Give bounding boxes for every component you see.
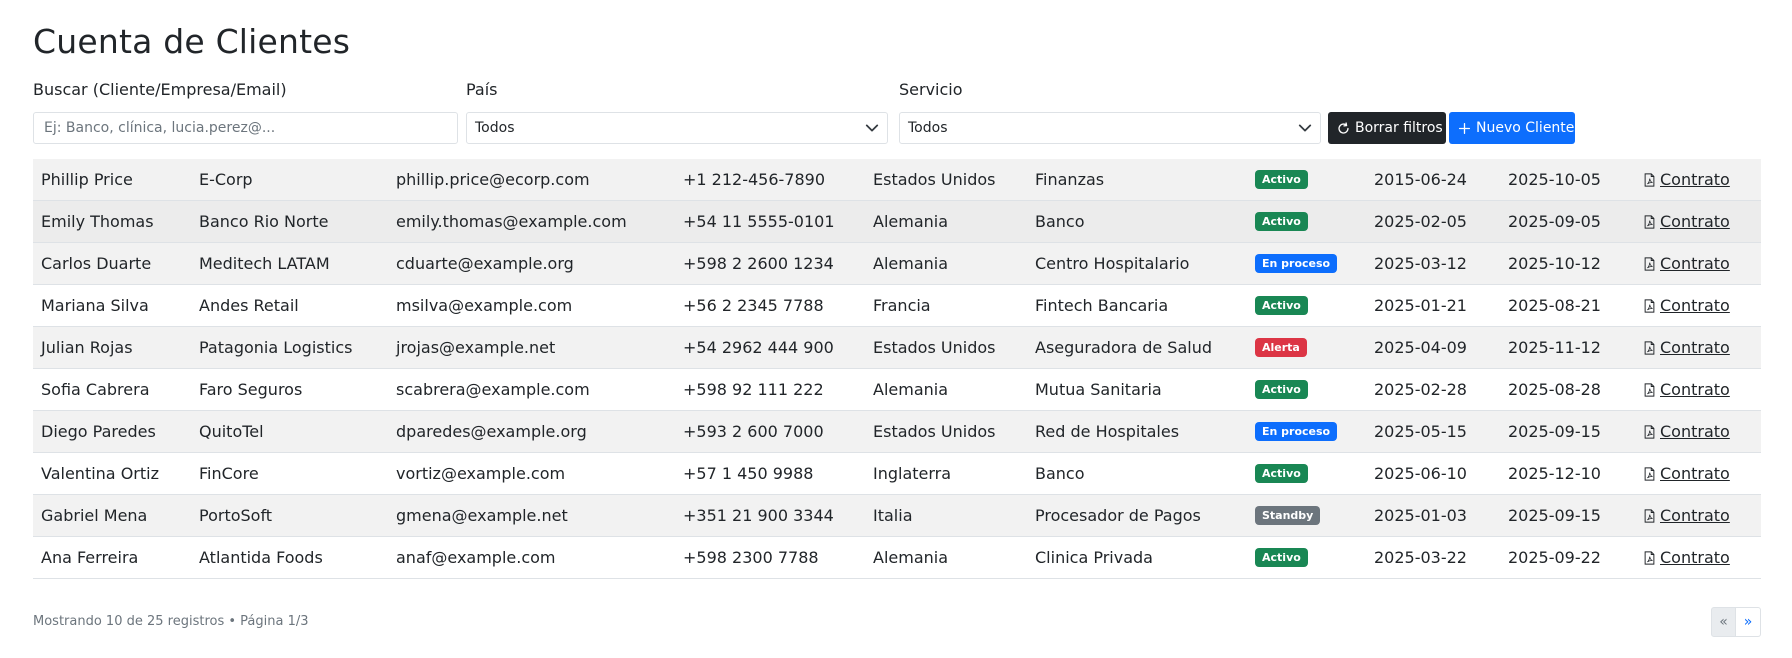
client-end-date: 2025-09-15 <box>1508 506 1601 525</box>
pagination <box>1711 607 1761 637</box>
client-email: dparedes@example.org <box>396 422 587 441</box>
client-name: Julian Rojas <box>41 338 133 357</box>
status-badge: Activo <box>1255 380 1308 399</box>
client-start-date: 2025-02-28 <box>1374 380 1467 399</box>
client-name: Mariana Silva <box>41 296 149 315</box>
client-company: FinCore <box>199 464 259 483</box>
client-company: QuitoTel <box>199 422 264 441</box>
contract-link[interactable]: Contrato <box>1660 464 1730 483</box>
client-end-date: 2025-10-12 <box>1508 254 1601 273</box>
table-row[interactable] <box>33 411 1761 453</box>
contract-cell <box>1643 369 1730 410</box>
client-company: Patagonia Logistics <box>199 338 353 357</box>
client-start-date: 2025-01-03 <box>1374 506 1467 525</box>
client-company: Faro Seguros <box>199 380 303 399</box>
client-start-date: 2025-03-12 <box>1374 254 1467 273</box>
table-row[interactable] <box>33 201 1761 243</box>
client-start-date: 2025-05-15 <box>1374 422 1467 441</box>
client-service: Fintech Bancaria <box>1035 296 1169 315</box>
client-company: Meditech LATAM <box>199 254 330 273</box>
client-start-date: 2025-03-22 <box>1374 548 1467 567</box>
client-name: Diego Paredes <box>41 422 156 441</box>
client-phone: +598 2 2600 1234 <box>683 254 834 273</box>
next-page-button[interactable]: » <box>1736 607 1761 637</box>
client-name: Sofia Cabrera <box>41 380 150 399</box>
client-email: cduarte@example.org <box>396 254 574 273</box>
client-email: emily.thomas@example.com <box>396 212 627 231</box>
client-service: Centro Hospitalario <box>1035 254 1190 273</box>
status-cell <box>1255 201 1308 242</box>
client-phone: +54 11 5555-0101 <box>683 212 835 231</box>
client-end-date: 2025-11-12 <box>1508 338 1601 357</box>
contract-link[interactable]: Contrato <box>1660 506 1730 525</box>
client-name: Gabriel Mena <box>41 506 148 525</box>
pdf-file-icon <box>1643 173 1656 187</box>
client-country: Inglaterra <box>873 464 952 483</box>
status-cell <box>1255 243 1337 284</box>
table-row[interactable] <box>33 159 1761 201</box>
table-row[interactable] <box>33 369 1761 411</box>
client-phone: +593 2 600 7000 <box>683 422 824 441</box>
service-label: Servicio <box>899 80 963 99</box>
table-row[interactable] <box>33 453 1761 495</box>
client-start-date: 2025-01-21 <box>1374 296 1467 315</box>
contract-cell <box>1643 327 1730 368</box>
pdf-file-icon <box>1643 383 1656 397</box>
status-cell <box>1255 327 1307 368</box>
status-badge: Activo <box>1255 548 1308 567</box>
contract-cell <box>1643 411 1730 452</box>
table-row[interactable] <box>33 495 1761 537</box>
contract-cell <box>1643 537 1730 578</box>
client-company: Atlantida Foods <box>199 548 323 567</box>
status-badge: Alerta <box>1255 338 1307 357</box>
contract-cell <box>1643 285 1730 326</box>
client-email: msilva@example.com <box>396 296 573 315</box>
client-country: Estados Unidos <box>873 422 996 441</box>
client-service: Mutua Sanitaria <box>1035 380 1162 399</box>
status-badge: Activo <box>1255 170 1308 189</box>
filter-bar <box>33 80 1761 144</box>
service-select-value: Todos <box>908 120 948 136</box>
client-phone: +598 2300 7788 <box>683 548 819 567</box>
pdf-file-icon <box>1643 341 1656 355</box>
client-country: Alemania <box>873 254 949 273</box>
status-badge: En proceso <box>1255 254 1337 273</box>
client-email: jrojas@example.net <box>396 338 556 357</box>
status-cell <box>1255 495 1320 536</box>
contract-link[interactable]: Contrato <box>1660 296 1730 315</box>
client-phone: +54 2962 444 900 <box>683 338 834 357</box>
status-badge: Activo <box>1255 464 1308 483</box>
search-input[interactable] <box>42 113 449 143</box>
status-cell <box>1255 159 1308 200</box>
status-cell <box>1255 285 1308 326</box>
client-end-date: 2025-10-05 <box>1508 170 1601 189</box>
service-select[interactable] <box>899 112 1321 144</box>
new-client-button[interactable] <box>1449 112 1575 144</box>
client-end-date: 2025-09-22 <box>1508 548 1601 567</box>
client-end-date: 2025-09-05 <box>1508 212 1601 231</box>
contract-link[interactable]: Contrato <box>1660 254 1730 273</box>
client-company: Banco Rio Norte <box>199 212 329 231</box>
refresh-icon <box>1337 122 1350 135</box>
table-row[interactable] <box>33 327 1761 369</box>
contract-link[interactable]: Contrato <box>1660 212 1730 231</box>
status-cell <box>1255 369 1308 410</box>
client-country: Italia <box>873 506 913 525</box>
contract-cell <box>1643 453 1730 494</box>
client-name: Emily Thomas <box>41 212 154 231</box>
client-email: anaf@example.com <box>396 548 556 567</box>
contract-link[interactable]: Contrato <box>1660 338 1730 357</box>
client-email: vortiz@example.com <box>396 464 566 483</box>
status-cell <box>1255 411 1337 452</box>
pdf-file-icon <box>1643 425 1656 439</box>
client-name: Phillip Price <box>41 170 133 189</box>
client-phone: +56 2 2345 7788 <box>683 296 824 315</box>
client-service: Red de Hospitales <box>1035 422 1180 441</box>
client-country: Alemania <box>873 548 949 567</box>
client-country: Estados Unidos <box>873 338 996 357</box>
chevron-down-icon <box>865 121 879 135</box>
client-service: Procesador de Pagos <box>1035 506 1201 525</box>
clear-filters-label: Borrar filtros <box>1355 120 1443 136</box>
plus-icon <box>1458 122 1471 135</box>
client-end-date: 2025-08-21 <box>1508 296 1601 315</box>
client-country: Francia <box>873 296 931 315</box>
clear-filters-button[interactable] <box>1328 112 1446 144</box>
prev-page-button[interactable]: « <box>1711 607 1736 637</box>
pdf-file-icon <box>1643 257 1656 271</box>
client-start-date: 2025-02-05 <box>1374 212 1467 231</box>
contract-link[interactable]: Contrato <box>1660 422 1730 441</box>
pdf-file-icon <box>1643 467 1656 481</box>
client-name: Carlos Duarte <box>41 254 152 273</box>
client-phone: +351 21 900 3344 <box>683 506 834 525</box>
client-email: phillip.price@ecorp.com <box>396 170 590 189</box>
client-start-date: 2025-06-10 <box>1374 464 1467 483</box>
contract-cell <box>1643 159 1730 200</box>
pdf-file-icon <box>1643 299 1656 313</box>
client-phone: +1 212-456-7890 <box>683 170 826 189</box>
table-row[interactable] <box>33 537 1761 579</box>
client-company: Andes Retail <box>199 296 299 315</box>
client-phone: +598 92 111 222 <box>683 380 824 399</box>
contract-link[interactable]: Contrato <box>1660 380 1730 399</box>
search-label: Buscar (Cliente/Empresa/Email) <box>33 80 287 99</box>
client-phone: +57 1 450 9988 <box>683 464 814 483</box>
client-company: E-Corp <box>199 170 253 189</box>
contract-link[interactable]: Contrato <box>1660 548 1730 567</box>
client-name: Valentina Ortiz <box>41 464 159 483</box>
client-country: Alemania <box>873 212 949 231</box>
client-start-date: 2015-06-24 <box>1374 170 1467 189</box>
client-email: gmena@example.net <box>396 506 568 525</box>
country-select-value: Todos <box>475 120 515 136</box>
status-badge: Activo <box>1255 296 1308 315</box>
chevron-down-icon <box>1298 121 1312 135</box>
pdf-file-icon <box>1643 509 1656 523</box>
client-service: Banco <box>1035 464 1085 483</box>
status-badge: En proceso <box>1255 422 1337 441</box>
client-service: Clinica Privada <box>1035 548 1153 567</box>
status-cell <box>1255 537 1308 578</box>
client-company: PortoSoft <box>199 506 273 525</box>
status-badge: Activo <box>1255 212 1308 231</box>
status-badge: Standby <box>1255 506 1320 525</box>
client-service: Aseguradora de Salud <box>1035 338 1213 357</box>
client-start-date: 2025-04-09 <box>1374 338 1467 357</box>
client-service: Banco <box>1035 212 1085 231</box>
contract-cell <box>1643 201 1730 242</box>
client-end-date: 2025-08-28 <box>1508 380 1601 399</box>
contract-link[interactable]: Contrato <box>1660 170 1730 189</box>
client-country: Estados Unidos <box>873 170 996 189</box>
client-service: Finanzas <box>1035 170 1105 189</box>
country-label: País <box>466 80 498 99</box>
clients-table <box>33 159 1761 579</box>
table-row[interactable] <box>33 285 1761 327</box>
status-cell <box>1255 453 1308 494</box>
page-title: Cuenta de Clientes <box>33 22 351 61</box>
client-name: Ana Ferreira <box>41 548 139 567</box>
contract-cell <box>1643 495 1730 536</box>
client-email: scabrera@example.com <box>396 380 590 399</box>
table-row[interactable] <box>33 243 1761 285</box>
country-select[interactable] <box>466 112 888 144</box>
pdf-file-icon <box>1643 215 1656 229</box>
client-end-date: 2025-12-10 <box>1508 464 1601 483</box>
client-country: Alemania <box>873 380 949 399</box>
pagination-info: Mostrando 10 de 25 registros • Página 1/3 <box>33 614 309 629</box>
search-field[interactable] <box>33 112 458 144</box>
client-end-date: 2025-09-15 <box>1508 422 1601 441</box>
contract-cell <box>1643 243 1730 284</box>
pdf-file-icon <box>1643 551 1656 565</box>
new-client-label: Nuevo Cliente <box>1476 120 1575 136</box>
